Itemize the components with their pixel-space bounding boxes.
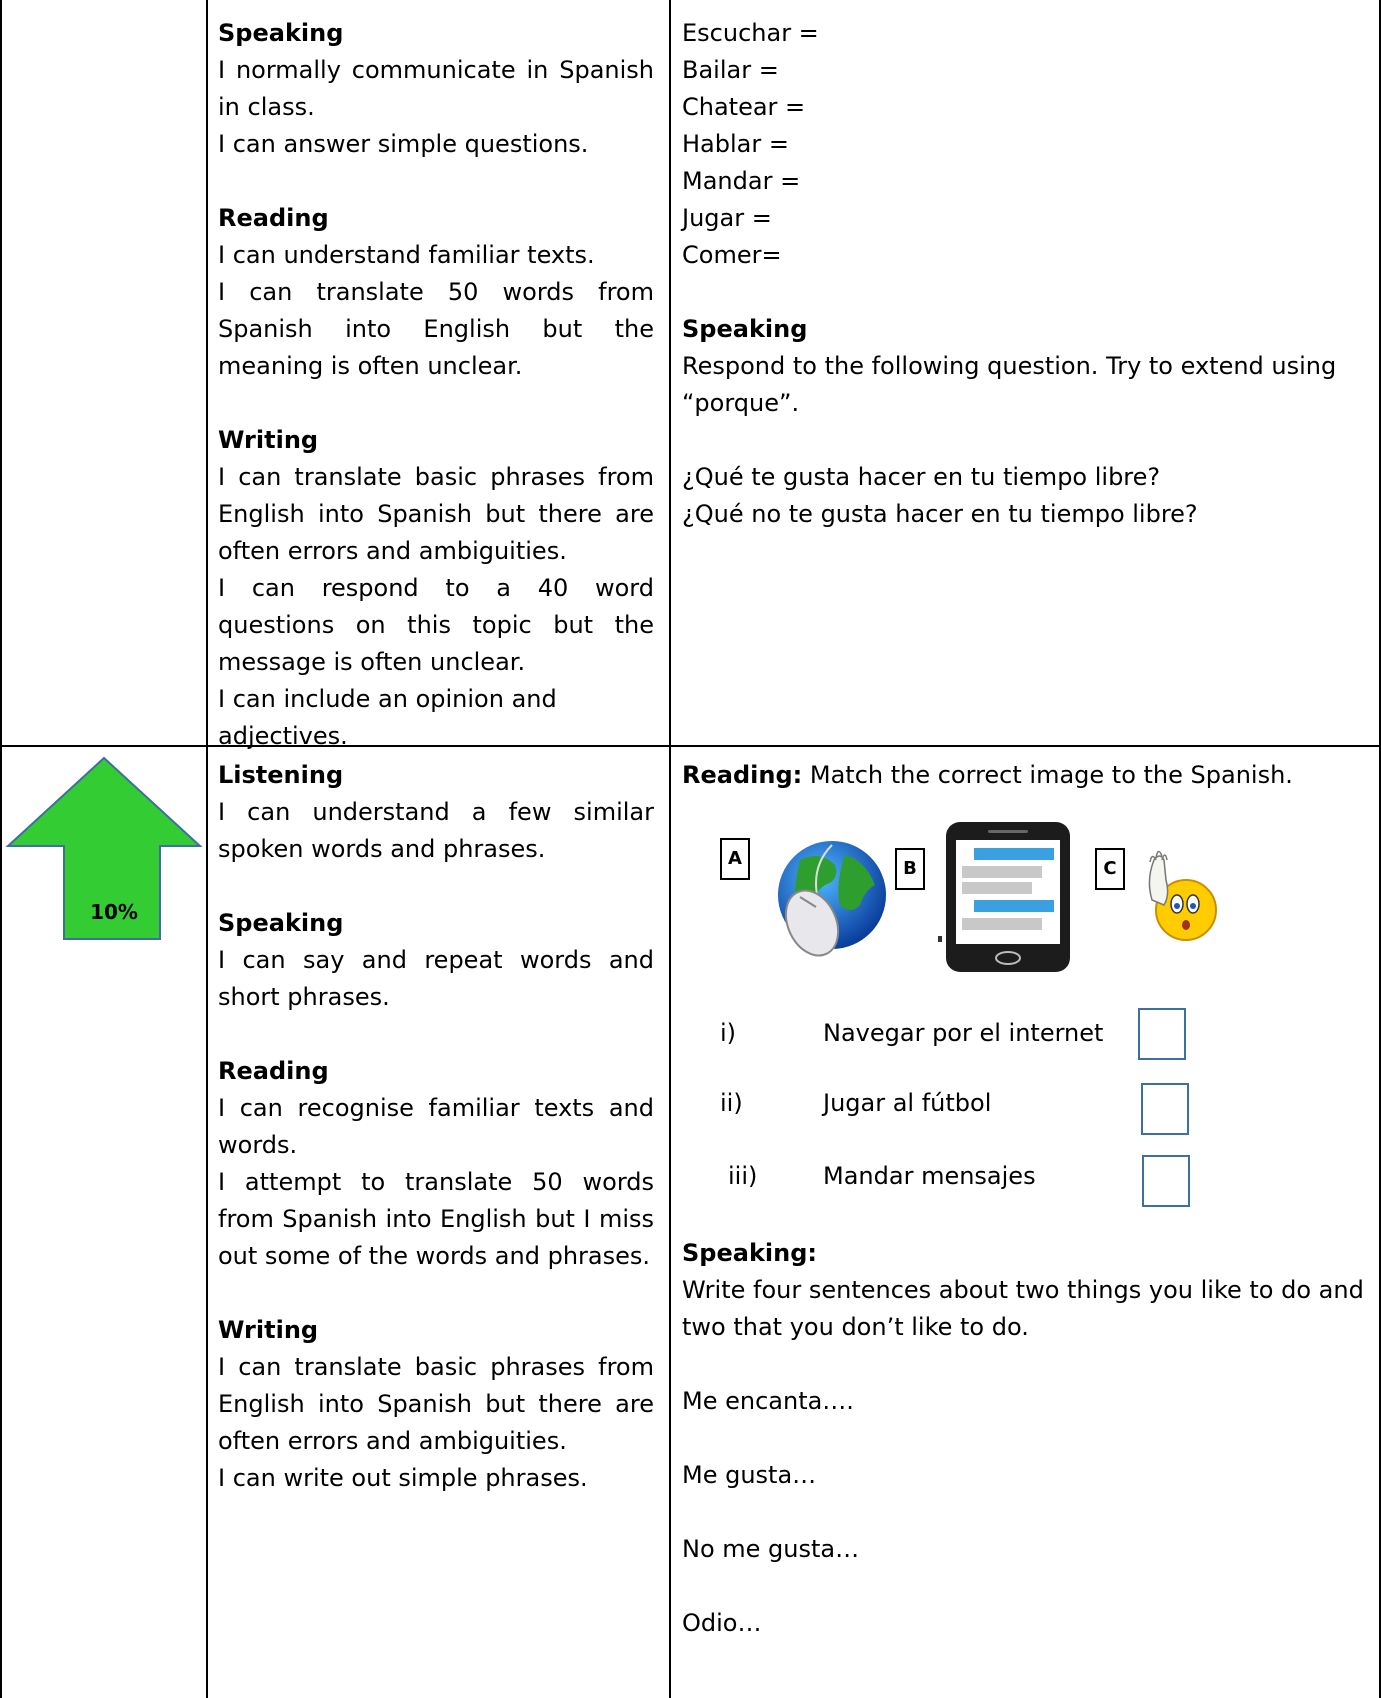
- row2-listening-title: Listening: [218, 761, 344, 789]
- waving-smiley-icon: [1140, 840, 1220, 955]
- sentence-starter: No me gusta…: [682, 1535, 860, 1563]
- sentence-starter: Odio…: [682, 1609, 762, 1637]
- table-divider-1: [206, 0, 208, 1698]
- verb-item: Comer=: [682, 241, 782, 269]
- row1-tasks: [682, 15, 1372, 533]
- row1-task-speaking-instruction: Respond to the following question. Try to extend using “porque”.: [682, 352, 1337, 417]
- row1-reading-1: I can understand familiar texts.: [218, 241, 595, 269]
- row1-reading-2: I can translate 50 words from Spanish into English but the meaning is often unclear.: [218, 278, 654, 380]
- image-label-b: B: [895, 848, 925, 890]
- verb-item: Jugar =: [682, 204, 772, 232]
- row1-criteria: [218, 15, 654, 755]
- option-text-2: Jugar al fútbol: [823, 1089, 992, 1117]
- table-border-left: [0, 0, 2, 1698]
- table-divider-2: [669, 0, 671, 1698]
- option-number: iii): [728, 1162, 758, 1190]
- globe-mouse-icon: [770, 835, 890, 960]
- row1-task-speaking-title: Speaking: [682, 315, 808, 343]
- row2-reading-2: I attempt to translate 50 words from Spanish into English but I miss out some of the words and phrases.: [218, 1168, 654, 1270]
- arrow-percent-label: 10%: [90, 900, 138, 924]
- image-label-c: C: [1095, 848, 1125, 890]
- row2-reading-title: Reading: [218, 1057, 329, 1085]
- row2-speaking-1: I can say and repeat words and short phrases.: [218, 946, 654, 1011]
- row2-task-speaking-instruction: Write four sentences about two things you like to do and two that you don’t like to do.: [682, 1276, 1364, 1341]
- answer-box-3[interactable]: [1142, 1155, 1190, 1207]
- option-row-2: [720, 1085, 743, 1122]
- row2-writing-2: I can write out simple phrases.: [218, 1464, 588, 1492]
- row2-reading-heading: [682, 757, 1372, 794]
- row2-writing-title: Writing: [218, 1316, 319, 1344]
- row-divider: [0, 745, 1381, 747]
- row1-writing-3: I can include an opinion and adjectives.: [218, 685, 557, 750]
- row2-speaking-title: Speaking: [218, 909, 344, 937]
- option-number: i): [720, 1019, 737, 1047]
- row2-writing-1: I can translate basic phrases from English into Spanish but there are often errors and ambiguities.: [218, 1353, 654, 1455]
- option-row-3: [728, 1158, 757, 1195]
- row2-task-speaking-title: Speaking:: [682, 1239, 817, 1267]
- question-1: ¿Qué te gusta hacer en tu tiempo libre?: [682, 463, 1161, 491]
- image-label-a: A: [720, 838, 750, 880]
- sentence-starter: Me encanta….: [682, 1387, 854, 1415]
- row2-criteria: [218, 757, 654, 1497]
- row1-reading-title: Reading: [218, 204, 329, 232]
- answer-box-2[interactable]: [1141, 1083, 1189, 1135]
- row2-listening-1: I can understand a few similar spoken words and phrases.: [218, 798, 654, 863]
- row2-reading-1: I can recognise familiar texts and words.: [218, 1094, 654, 1159]
- verb-item: Chatear =: [682, 93, 806, 121]
- row2-task-reading-title: Reading:: [682, 761, 803, 789]
- row2-task-reading-instruction: Match the correct image to the Spanish.: [802, 761, 1293, 789]
- smartphone-messages-icon: [934, 818, 1082, 976]
- verb-item: Mandar =: [682, 167, 801, 195]
- row1-writing-2: I can respond to a 40 word questions on this topic but the message is often unclear.: [218, 574, 654, 676]
- answer-box-1[interactable]: [1138, 1008, 1186, 1060]
- option-text-1: Navegar por el internet: [823, 1019, 1104, 1047]
- row1-writing-1: I can translate basic phrases from English into Spanish but there are often errors and ambiguities.: [218, 463, 654, 565]
- verb-item: Hablar =: [682, 130, 789, 158]
- option-row-1: [720, 1015, 736, 1052]
- question-2: ¿Qué no te gusta hacer en tu tiempo libre?: [682, 500, 1198, 528]
- row2-speaking-task: [682, 1235, 1372, 1642]
- verb-item: Bailar =: [682, 56, 779, 84]
- row1-speaking-2: I can answer simple questions.: [218, 130, 589, 158]
- option-text-3: Mandar mensajes: [823, 1162, 1036, 1190]
- verb-item: Escuchar =: [682, 19, 819, 47]
- row1-writing-title: Writing: [218, 426, 319, 454]
- row1-speaking-title: Speaking: [218, 19, 344, 47]
- row1-speaking-1: I normally communicate in Spanish in class.: [218, 56, 654, 121]
- sentence-starter: Me gusta…: [682, 1461, 817, 1489]
- option-number: ii): [720, 1089, 743, 1117]
